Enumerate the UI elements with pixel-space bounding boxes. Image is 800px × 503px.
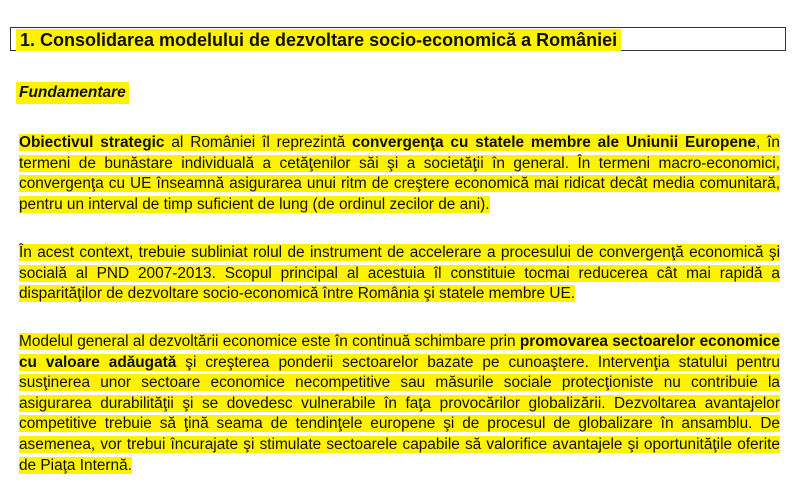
bold-value-added-sectors: promovarea sectoarelor economice cu valoare adăugată	[19, 333, 780, 371]
subsection-title: Fundamentare	[16, 82, 129, 104]
paragraph-text: , în termeni de bunăstare individuală a cetăţenilor săi şi a societăţii în general. În termeni macro-economici, convergenţa cu UE înseamnă asigurarea unui ritm de creştere economică mai ridicat decât media comunitară, pentru un interval de timp suficient de lung (de ordinul zecilor de ani).	[19, 134, 780, 213]
paragraph-context	[19, 243, 780, 305]
paragraph-text: şi creşterea ponderii sectoarelor bazate pe cunoaştere. Intervenţia statului pentru susţinerea unor sectoare economice necompetitive sau măsurile sociale protecţioniste nu contribuie la asigurarea durabilităţii şi se dovedesc vulnerabile în faţa provocărilor globalizării. Dezvoltarea avantajelor competitive trebuie să ţină seama de tendinţele europene şi de procesul de globalizare în ansamblu. De asemenea, vor trebui încurajate şi stimulate sectoarele capabile să valorifice avantajele şi oportunităţile oferite de Piaţa Internă.	[19, 353, 780, 474]
paragraph-text: Modelul general al dezvoltării economice este în continuă schimbare prin	[19, 333, 520, 350]
paragraph-model	[19, 332, 780, 476]
section-title: 1. Consolidarea modelului de dezvoltare socio-economică a României	[16, 29, 621, 51]
bold-convergence: convergenţa cu statele membre ale Uniunii Europene	[352, 134, 756, 151]
paragraph-objective	[19, 133, 780, 215]
paragraph-text: al României îl reprezintă	[164, 134, 353, 151]
bold-strategic-objective: Obiectivul strategic	[19, 134, 165, 151]
paragraph-text: În acest context, trebuie subliniat rolul de instrument de accelerare a procesului de convergenţă economică şi socială al PND 2007-2013. Scopul principal al acestuia îl constituie tocmai reducerea cât mai rapidă a disparităţilor de dezvoltare socio-economică între România şi statele membre UE.	[19, 244, 780, 303]
